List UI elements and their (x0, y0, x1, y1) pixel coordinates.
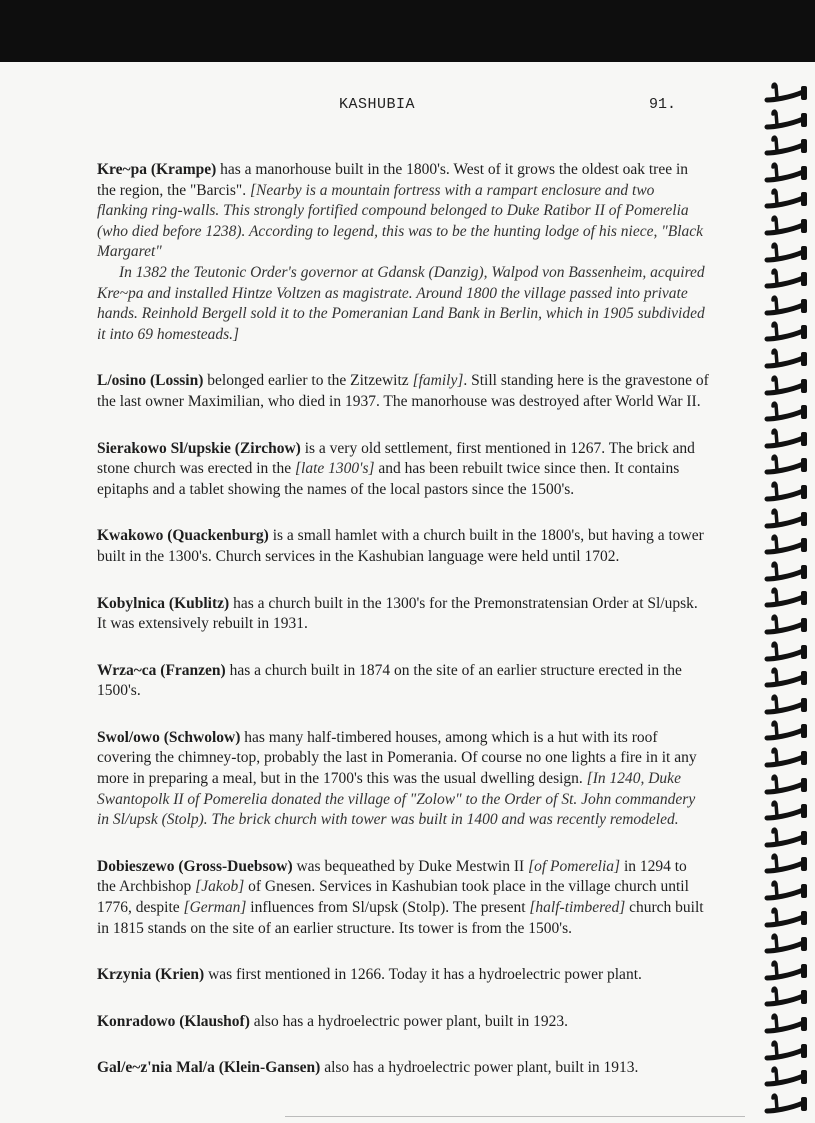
binding-coil (763, 426, 809, 452)
bracketed-note: [Jakob] (195, 878, 245, 896)
binding-coil (763, 772, 809, 798)
place-name: Kre~pa (Krampe) (97, 161, 217, 178)
binding-coil (763, 506, 809, 532)
binding-coil (763, 373, 809, 399)
place-name: L/osino (Lossin) (97, 372, 204, 390)
binding-coil (763, 692, 809, 718)
entry-text: belonged earlier to the Zitzewitz (203, 372, 413, 390)
binding-coil (763, 266, 809, 292)
bracketed-note: [of Pomerelia] (528, 857, 621, 875)
running-title: KASHUBIA (339, 96, 416, 113)
bracketed-note: [German] (183, 899, 247, 917)
entry-text: of Gnesen. Services in Kashubian took place in the village church until 1776, despite (97, 878, 689, 917)
binding-coil (763, 958, 809, 984)
entry-text: has a church built in the 1300's for the Premonstratensian Order at Sl/upsk. It was extensively rebuilt in 1931. (97, 594, 698, 633)
scan-top-border (0, 0, 815, 62)
entry-text: was first mentioned in 1266. Today it has a hydroelectric power plant. (204, 966, 642, 984)
binding-coil (763, 479, 809, 505)
bracketed-note: [half-timbered] (529, 899, 626, 917)
spiral-binding (757, 70, 815, 1115)
binding-coil (763, 905, 809, 931)
binding-coil (763, 213, 809, 239)
binding-coil (763, 160, 809, 186)
entry-text: was bequeathed by Duke Mestwin II (292, 857, 529, 875)
binding-coil (763, 1038, 809, 1064)
binding-coil (763, 319, 809, 345)
binding-coil (763, 1011, 809, 1037)
binding-coil (763, 585, 809, 611)
entry-text: also has a hydroelectric power plant, built in 1923. (249, 1012, 568, 1030)
binding-coil (763, 878, 809, 904)
binding-coil (763, 984, 809, 1010)
binding-coil (763, 107, 809, 133)
entry-text: . Still standing here is the gravestone of the last owner Maximilian, who died in 1937. The manorhouse was destroyed after World War II. (97, 372, 709, 410)
binding-coil (763, 532, 809, 558)
entry-paragraph (97, 160, 709, 263)
entry-paragraph (97, 263, 709, 345)
binding-coil (763, 1091, 809, 1117)
binding-coil (763, 240, 809, 266)
binding-coil (763, 612, 809, 638)
entry-paragraph (97, 661, 709, 702)
page-number: 91. (649, 96, 677, 113)
entry-paragraph (97, 1058, 709, 1079)
entry-text: influences from Sl/upsk (Stolp). The present (246, 899, 530, 917)
entry-text: in 1294 to the Archbishop (97, 857, 687, 896)
entry-text: is a small hamlet with a church built in the 1800's, but having a tower built in the 1300's. Church services in the Kashubian language were held until 1702. (97, 527, 704, 565)
binding-coil (763, 665, 809, 691)
binding-coil (763, 399, 809, 425)
place-name: Dobieszewo (Gross-Duebsow) (97, 857, 293, 875)
bracketed-note: [family] (412, 372, 464, 390)
binding-coil (763, 1064, 809, 1090)
binding-coil (763, 346, 809, 372)
place-name: Sierakowo Sl/upskie (Zirchow) (97, 439, 301, 457)
bracketed-note: [In 1240, Duke Swantopolk II of Pomerelia donated the village of "Zolow" to the Order of St. John commandery in Sl/upsk (Stolp). The brick church with tower was built in 1400 and was recently remodeled. (97, 770, 696, 829)
binding-coil (763, 186, 809, 212)
bracketed-note: In 1382 the Teutonic Order's governor at Gdansk (Danzig), Walpod von Bassenheim, acquired Kre~pa and installed Hintze Voltzen as magistrate. Around 1800 the village passed into private hands. Reinhold Bergell sold it to the Pomeranian Land Bank in Berlin, which in 1905 subdivided it into 69 homesteads.] (97, 263, 705, 343)
bracketed-note: [late 1300's] (294, 460, 375, 478)
place-name: Krzynia (Krien) (97, 966, 205, 984)
entry-paragraph (97, 1012, 709, 1033)
binding-coil (763, 745, 809, 771)
entry-text: has a church built in 1874 on the site of an earlier structure erected in the 1500's. (97, 661, 682, 700)
place-name: Konradowo (Klaushof) (97, 1012, 250, 1030)
entry-paragraph (97, 439, 709, 501)
entry-paragraph (97, 857, 709, 939)
binding-coil (763, 825, 809, 851)
binding-coil (763, 851, 809, 877)
binding-coil (763, 931, 809, 957)
binding-coil (763, 559, 809, 585)
entry-paragraph (97, 965, 709, 986)
place-name: Kobylnica (Kublitz) (97, 594, 230, 612)
binding-coil (763, 452, 809, 478)
entry-text: has many half-timbered houses, among which is a hut with its roof covering the chimney-top, probably the last in Pomerania. Of course no one lights a fire in it any more in preparing a meal, but in the 1700's this was the usual dwelling design. (97, 728, 697, 788)
document-body (97, 160, 709, 1105)
place-name: Swol/owo (Schwolow) (97, 728, 241, 746)
entry-text: has a manorhouse built in the 1800's. West of it grows the oldest oak tree in the region, the "Barcis". (97, 161, 689, 199)
entry-text: and has been rebuilt twice since then. It contains epitaphs and a tablet showing the names of the local pastors since the 1500's. (97, 460, 680, 498)
entry-paragraph (97, 728, 709, 831)
entry-paragraph (97, 594, 709, 635)
entry-paragraph (97, 371, 709, 412)
entry-text: church built in 1815 stands on the site of an earlier structure. Its tower is from the 1500's. (97, 899, 704, 937)
entry-text: also has a hydroelectric power plant, built in 1913. (320, 1059, 639, 1077)
bracketed-note: [Nearby is a mountain fortress with a rampart enclosure and two flanking ring-walls. This strongly fortified compound belonged to Duke Ratibor II of Pomerelia (who died before 1238). According to legend, this was to be the hunting lodge of his niece, "Black Margaret" (97, 181, 704, 261)
entry-paragraph (97, 526, 709, 567)
binding-coil (763, 80, 809, 106)
binding-coil (763, 293, 809, 319)
place-name: Kwakowo (Quackenburg) (97, 527, 269, 545)
place-name: Gal/e~z'nia Mal/a (Klein-Gansen) (97, 1059, 321, 1077)
binding-coil (763, 718, 809, 744)
binding-coil (763, 133, 809, 159)
entry-text: is a very old settlement, first mentioned in 1267. The brick and stone church was erected in the (97, 439, 695, 478)
binding-coil (763, 639, 809, 665)
scan-bottom-edge (285, 1116, 745, 1117)
place-name: Wrza~ca (Franzen) (97, 661, 226, 679)
binding-coil (763, 798, 809, 824)
